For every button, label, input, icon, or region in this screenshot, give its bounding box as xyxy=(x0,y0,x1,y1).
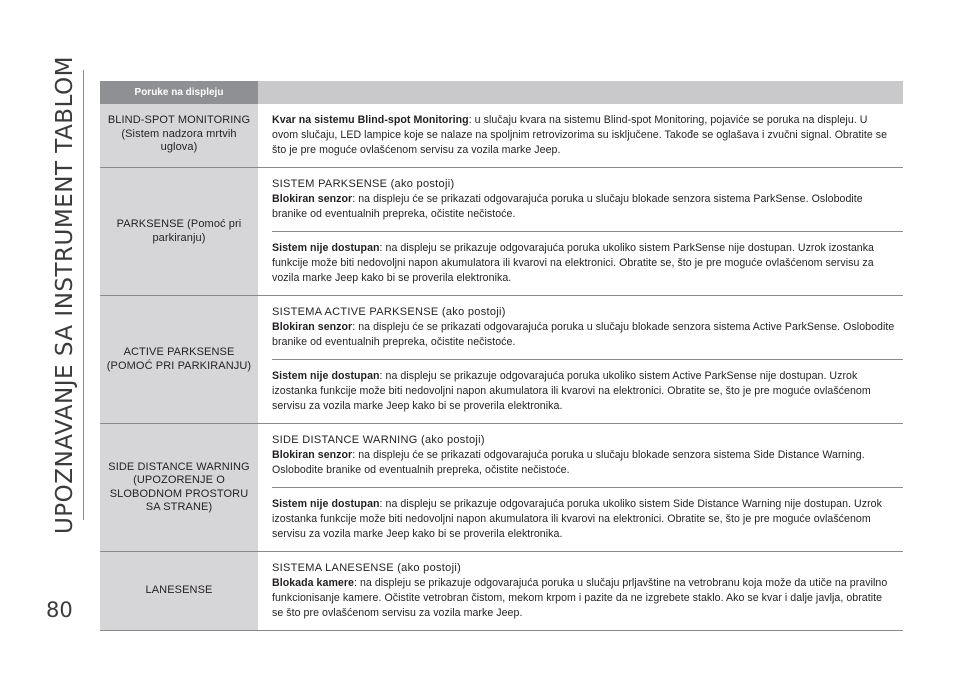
table-row xyxy=(100,168,903,296)
message-category-label: LANESENSE xyxy=(100,552,258,630)
message-category-label: PARKSENSE (Pomoć pri parkiranju) xyxy=(100,168,258,295)
message-name: Blokiran senzor xyxy=(272,449,353,461)
message-explanation: : na displeju će se prikazati odgovarajuća poruka u slučaju blokade senzora sistema Active ParkSense. Oslobodite branike od eventualnih prepreka, očistite nečistoće. xyxy=(272,321,895,348)
message-block-text xyxy=(272,576,895,621)
message-name: Blokiran senzor xyxy=(272,321,353,333)
table-row xyxy=(100,424,903,552)
table-body xyxy=(100,104,903,631)
message-block xyxy=(272,552,903,630)
message-name: Blokada kamere xyxy=(272,577,354,589)
message-description-cell xyxy=(258,296,903,423)
message-name: Kvar na sistemu Blind-spot Monitoring xyxy=(272,114,469,126)
message-explanation: : na displeju će se prikazati odgovarajuća poruka u slučaju blokade senzora sistema ParkSense. Oslobodite branike od eventualnih prepreka, očistite nečistoće. xyxy=(272,193,863,220)
message-description-cell xyxy=(258,104,903,167)
message-explanation: : u slučaju kvara na sistemu Blind-spot Monitoring, pojaviće se poruka na displeju. U ovom slučaju, LED lampice koje se nalaze na spoljnim retrovizorima su isključene. Takođe se oglašava i zvučni signal. Obratite se što je pre moguće ovlašćenom servisu za vozila marke Jeep. xyxy=(272,114,888,156)
message-name: Sistem nije dostupan xyxy=(272,498,380,510)
message-explanation: : na displeju se prikazuje odgovarajuća poruka ukoliko sistem ParkSense nije dostupan. Uzrok izostanka funkcije može biti nedovoljni napon akumulatora ili kvarovi na elektronici. Obratite se, što je pre moguće ovlašćenom servisu za vozila marke Jeep kako bi se proverila elektronika. xyxy=(272,242,874,284)
message-explanation: : na displeju se prikazuje odgovarajuća poruka ukoliko sistem Side Distance Warning nije dostupan. Uzrok izostanka funkcije može biti nedovoljni napon akumulatora ili kvarovi na elektronici. Obratite se, što je pre moguće ovlašćenom servisu za vozila marke Jeep kako bi se proverila elektronika. xyxy=(272,498,882,540)
side-section-title-text: UPOZNAVANJE SA INSTRUMENT TABLOM xyxy=(52,55,79,535)
message-block xyxy=(272,231,903,295)
side-divider-line xyxy=(83,70,84,520)
message-category-label: SIDE DISTANCE WARNING (UPOZORENJE O SLOBODNOM PROSTORU SA STRANE) xyxy=(100,424,258,551)
message-block xyxy=(272,424,903,487)
message-block-heading: SISTEMA ACTIVE PARKSENSE (ako postoji) xyxy=(272,306,506,318)
message-name: Sistem nije dostupan xyxy=(272,242,380,254)
table-header xyxy=(100,81,903,104)
message-block-heading: SIDE DISTANCE WARNING (ako postoji) xyxy=(272,434,485,446)
message-block xyxy=(272,359,903,423)
table-row xyxy=(100,104,903,168)
message-name: Blokiran senzor xyxy=(272,193,353,205)
message-description-cell xyxy=(258,552,903,630)
message-block-text xyxy=(272,497,895,542)
message-block xyxy=(272,168,903,231)
message-block-heading: SISTEM PARKSENSE (ako postoji) xyxy=(272,178,455,190)
message-category-label: ACTIVE PARKSENSE (POMOĆ PRI PARKIRANJU) xyxy=(100,296,258,423)
message-description-cell xyxy=(258,168,903,295)
message-name: Sistem nije dostupan xyxy=(272,370,380,382)
message-explanation: : na displeju se prikazuje odgovarajuća poruka u slučaju prljavštine na vetrobranu koja može da utiče na pravilno funkcionisanje kamere. Očistite vetrobran čistom, mekom krpom i pazite da ne izgrebete staklo. Ako se kvar i dalje javlja, obratite se što pre ovlašćenom servisu za vozila marke Jeep. xyxy=(272,577,888,619)
message-block-heading: SISTEMA LANESENSE (ako postoji) xyxy=(272,562,462,574)
message-block-text xyxy=(272,192,895,222)
table-header-label: Poruke na displeju xyxy=(100,81,258,104)
message-description-cell xyxy=(258,424,903,551)
message-block xyxy=(272,296,903,359)
message-block xyxy=(272,487,903,551)
message-block-text xyxy=(272,241,895,286)
side-section-title xyxy=(50,55,80,535)
message-explanation: : na displeju se prikazuje odgovarajuća poruka ukoliko sistem Active ParkSense nije dostupan. Uzrok izostanka funkcije može biti nedovoljni napon akumulatora ili kvarovi na elektronici. Obratite se, što je pre moguće ovlašćenom servisu za vozila marke Jeep kako bi se proverila elektronika. xyxy=(272,370,871,412)
message-block xyxy=(272,104,903,167)
message-block-text xyxy=(272,448,895,478)
table-row xyxy=(100,552,903,631)
message-block-text xyxy=(272,320,895,350)
display-messages-table xyxy=(100,81,903,631)
table-header-empty xyxy=(262,81,903,104)
message-block-text xyxy=(272,113,895,158)
message-explanation: : na displeju će se prikazati odgovarajuća poruka u slučaju blokade senzora sistema Side Distance Warning. Oslobodite branike od eventualnih prepreka, očistite nečistoće. xyxy=(272,449,865,476)
page-number: 80 xyxy=(46,598,73,622)
message-block-text xyxy=(272,369,895,414)
message-category-label: BLIND-SPOT MONITORING (Sistem nadzora mrtvih uglova) xyxy=(100,104,258,167)
table-row xyxy=(100,296,903,424)
